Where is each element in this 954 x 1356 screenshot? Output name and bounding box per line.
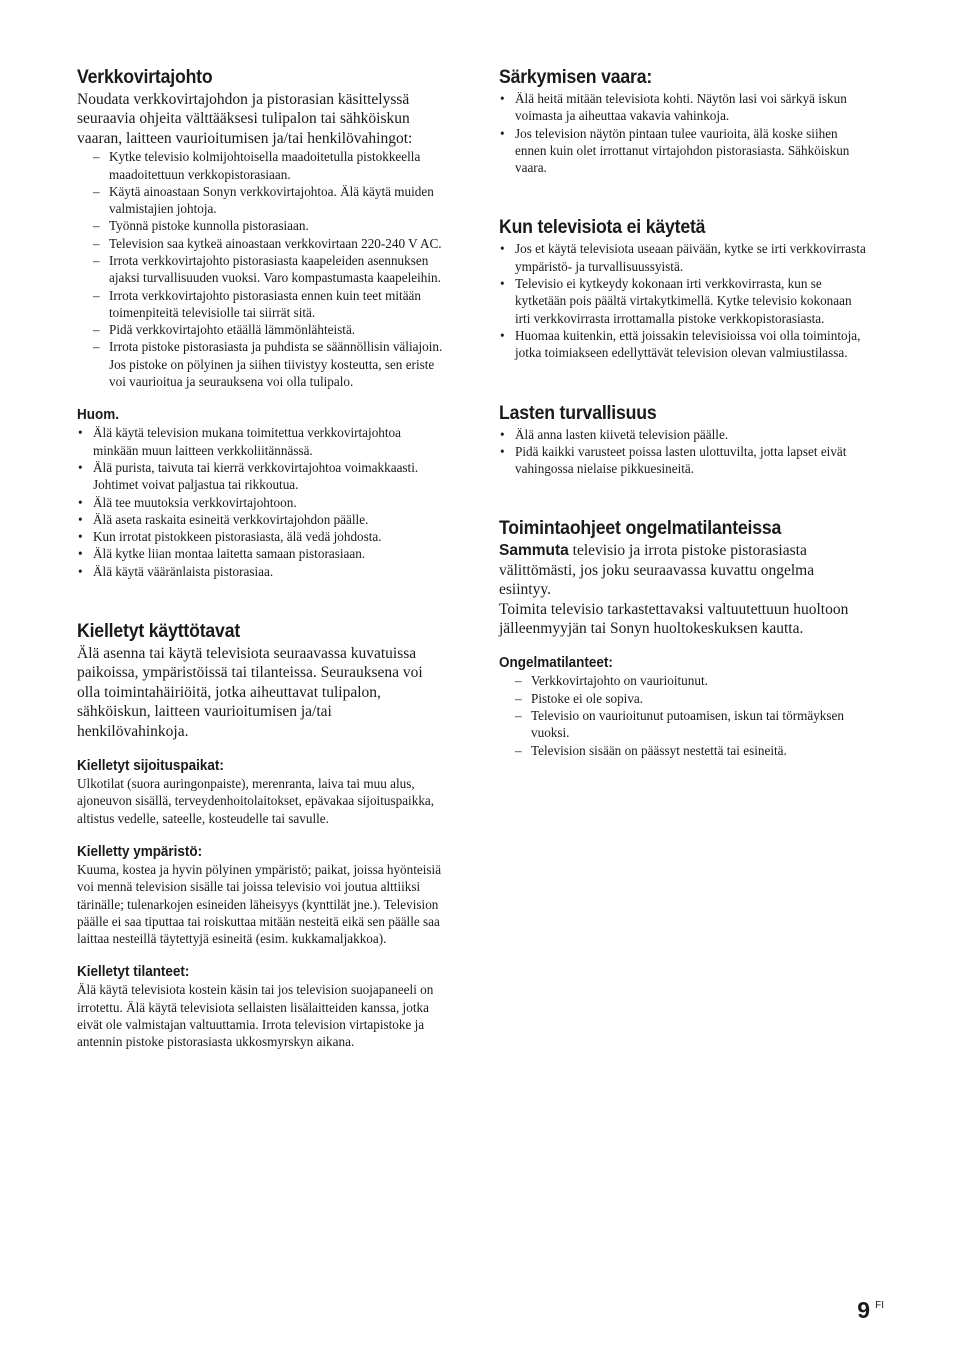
list-item (499, 240, 869, 275)
page-number: 9 (857, 1297, 870, 1323)
list-item-text: Verkkovirtajohto on vaurioitunut. (531, 673, 708, 689)
list-item-text: Käytä ainoastaan Sonyn verkkovirtajohtoa. Älä käytä muiden valmistajien johtoja. (109, 183, 434, 217)
list-item (77, 217, 447, 234)
list-item-text: Älä heitä mitään televisiota kohti. Näytön lasi voi särkyä iskun voimasta ja aiheuttaa vakavia vahinkoja. (515, 91, 847, 124)
bullet-marker: • (500, 276, 505, 292)
list-item-text: Älä aseta raskaita esineitä verkkovirtajohdon päälle. (93, 511, 369, 527)
list-item (499, 707, 869, 742)
bullet-marker: • (78, 529, 83, 545)
list-item (499, 90, 869, 125)
section-title-when-not-in-use: Kun televisiota ei käytetä (499, 217, 706, 239)
bullet-marker: • (78, 546, 83, 562)
dash-marker: – (93, 183, 100, 199)
list-item (499, 125, 869, 177)
subheading-prohibited-environment: Kielletty ympäristö: (77, 843, 203, 860)
dash-marker: – (93, 218, 100, 234)
bullet-marker: • (500, 443, 505, 459)
list-item (499, 690, 869, 707)
subheading-prohibited-situations: Kielletyt tilanteet: (77, 964, 190, 981)
list-item-text: Televisio ei kytkeydy kokonaan irti verkkovirrasta, kun se kytketään pois päältä virtakytkimellä. Kytke televisio kokonaan irti verkkovirrasta irrottamalla pistoke verkkopistorasiasta. (515, 276, 852, 326)
dash-marker: – (515, 690, 522, 706)
bullet-marker: • (500, 426, 505, 442)
prohibited-locations-text: Ulkotilat (suora auringonpaiste), merenranta, laiva tai muu alus, ajoneuvon sisällä, terveydenhoitolaitokset, epävakaa sijoituspaikka, altistus vedelle, sateelle, kosteudelle tai savulle. (77, 776, 435, 826)
dash-marker: – (515, 673, 522, 689)
bullet-marker: • (78, 425, 83, 441)
subheading-problem-situations: Ongelmatilanteet: (499, 655, 613, 672)
list-item-text: Älä kytke liian montaa laitetta samaan pistorasiaan. (93, 546, 366, 562)
list-item (77, 338, 447, 390)
section-title-breakage-risk: Särkymisen vaara: (499, 67, 653, 88)
list-item-text: Työnnä pistoke kunnolla pistorasiaan. (109, 218, 309, 234)
breakage-risk-list (499, 90, 869, 176)
bullet-marker: • (78, 511, 83, 527)
list-item-text: Älä anna lasten kiivetä television päälle. (515, 426, 729, 442)
lead-emphasis: Sammuta (499, 542, 569, 560)
problem-situations-list (499, 672, 869, 758)
list-item (77, 183, 447, 218)
list-item (77, 563, 447, 580)
dash-marker: – (93, 339, 100, 355)
list-item (77, 511, 447, 528)
not-in-use-list (499, 240, 869, 361)
list-item-text: Älä käytä television mukana toimitettua verkkovirtajohtoa minkään muun laitteen verkkoliitännässä. (93, 425, 401, 458)
list-item (77, 148, 447, 183)
page-language-code: FI (875, 1300, 884, 1311)
list-item-text: Irrota pistoke pistorasiasta ja puhdista se säännöllisin väliajoin. Jos pistoke on pölyinen ja siihen tiivistyy kosteutta, sen eriste voi vaurioitua ja seurauksena voi olla tulipalo. (109, 339, 443, 390)
problem-procedures-lead (499, 541, 869, 599)
dash-marker: – (93, 149, 100, 165)
dash-marker: – (515, 708, 522, 724)
list-item-text: Television saa kytkeä ainoastaan verkkovirtaan 220-240 V AC. (109, 235, 442, 251)
list-item-text: Älä käytä vääränlaista pistorasiaa. (93, 563, 274, 579)
dash-marker: – (93, 287, 100, 303)
dash-marker: – (93, 235, 100, 251)
list-item (499, 426, 869, 443)
list-item (77, 528, 447, 545)
note-list (77, 424, 447, 580)
list-item (499, 672, 869, 689)
dash-marker: – (515, 742, 522, 758)
section-title-child-safety: Lasten turvallisuus (499, 402, 657, 424)
bullet-marker: • (78, 494, 83, 510)
section-title-prohibited-use: Kielletyt käyttötavat (77, 621, 241, 643)
list-item-text: Kun irrotat pistokkeen pistorasiasta, älä vedä johdosta. (93, 529, 382, 545)
list-item-text: Pidä verkkovirtajohto etäällä lämmönlähteistä. (109, 322, 356, 338)
list-item (77, 235, 447, 252)
bullet-marker: • (78, 563, 83, 579)
list-item (77, 287, 447, 322)
problem-procedures-lead-2: Toimita televisio tarkastettavaksi valtuutettuun huoltoon jälleenmyyjän tai Sonyn huoltokeskuksen kautta. (499, 600, 849, 638)
list-item-text: Irrota verkkovirtajohto pistorasiasta ennen kuin teet mitään toimenpiteitä televisiolle tai siirrät sitä. (109, 287, 422, 320)
list-item-text: Jos et käytä televisiota useaan päivään, kytke se irti verkkovirrasta ympäristö- ja turvallisuussyistä. (515, 241, 866, 274)
left-column (77, 66, 447, 1051)
power-cord-instruction-list (77, 148, 447, 390)
list-item-text: Pistoke ei ole sopiva. (531, 690, 644, 706)
note-heading: Huom. (77, 407, 119, 424)
dash-marker: – (93, 253, 100, 268)
bullet-marker: • (500, 327, 505, 343)
section-lead-power-cord: Noudata verkkovirtajohdon ja pistorasian käsittelyssä seuraavia ohjeita välttääksesi tulipalon tai sähköiskun vaaran, laitteen vaurioitumisen ja/tai henkilövahingot: (77, 91, 413, 147)
right-column (499, 66, 869, 759)
list-item (77, 321, 447, 338)
lead-rest: televisio ja irrota pistoke pistorasiasta välittömästi, jos joku seuraavassa kuvattu ongelma esiintyy. (499, 542, 815, 599)
bullet-marker: • (78, 459, 83, 475)
subheading-prohibited-locations: Kielletyt sijoituspaikat: (77, 758, 224, 775)
list-item-text: Televisio on vaurioitunut putoamisen, iskun tai törmäyksen vuoksi. (531, 708, 844, 741)
list-item (499, 327, 869, 362)
list-item (499, 275, 869, 327)
list-item-text: Älä tee muutoksia verkkovirtajohtoon. (93, 494, 297, 510)
bullet-marker: • (500, 125, 505, 141)
list-item-text: Irrota verkkovirtajohto pistorasiasta kaapeleiden asennuksen ajaksi turvallisuuden vuoksi. Varo kompastumasta kaapeleihin. (109, 253, 441, 286)
bullet-marker: • (500, 91, 505, 106)
section-lead-prohibited-use: Älä asenna tai käytä televisiota seuraavassa kuvatuissa paikoissa, ympäristöissä tai tilanteissa. Seurauksena voi olla toimintahäiriöitä, jotka aiheuttavat tulipalon, sähköiskun, laitteen vaurioitumisen ja/tai henkilövahinkoja. (77, 645, 423, 740)
list-item-text: Jos television näytön pintaan tulee vaurioita, älä koske siihen ennen kuin olet irrottanut virtajohdon pistorasiasta. Sähköiskun vaara. (515, 125, 850, 176)
section-title-problem-procedures: Toimintaohjeet ongelmatilanteissa (499, 518, 782, 540)
list-item-text: Älä purista, taivuta tai kierrä verkkovirtajohtoa voimakkaasti. Johtimet voivat paljastua tai rikkoutua. (93, 459, 419, 493)
list-item (77, 494, 447, 511)
list-item-text: Huomaa kuitenkin, että joissakin televisioissa voi olla toimintoja, jotka toimiakseen edellyttävät television olevan valmiustilassa. (515, 327, 861, 361)
prohibited-environment-text: Kuuma, kostea ja hyvin pölyinen ympäristö; paikat, joissa hyönteisiä voi mennä television sisälle tai joissa televisio voi joutua alttiiksi tärinälle; tulenarkojen esineiden läheisyys (kynttilät jne.). Television päälle ei saa tiputtaa tai roiskuttaa mitään nesteitä eikä sen päälle saa laittaa nesteillä täytettyjä esineitä (esim. kukkamaljakkoa). (77, 861, 442, 947)
list-item (77, 252, 447, 287)
child-safety-list (499, 426, 869, 478)
list-item-text: Pidä kaikki varusteet poissa lasten ulottuvilta, jotta lapset eivät vahingossa nielaise pikkuesineitä. (515, 443, 847, 477)
section-title-power-cord: Verkkovirtajohto (77, 67, 213, 88)
list-item-text: Kytke televisio kolmijohtoisella maadoitetulla pistokkeella maadoitettuun verkkopistorasiaan. (109, 149, 421, 182)
list-item (499, 443, 869, 478)
prohibited-situations-text: Älä käytä televisiota kostein käsin tai jos television suojapaneeli on irrotettu. Älä käytä televisiota sellaisten lisälaitteiden kanssa, jotka eivät ole valmistajan valtuuttamia. Irrota television virtapistoke ja antennin pistoke pistorasiasta ukkosmyrskyn aikana. (77, 982, 434, 1050)
bullet-marker: • (500, 241, 505, 257)
list-item (77, 459, 447, 494)
dash-marker: – (93, 322, 100, 338)
list-item (499, 742, 869, 759)
list-item (77, 424, 447, 459)
list-item (77, 545, 447, 562)
list-item-text: Television sisään on päässyt nestettä tai esineitä. (531, 742, 787, 758)
